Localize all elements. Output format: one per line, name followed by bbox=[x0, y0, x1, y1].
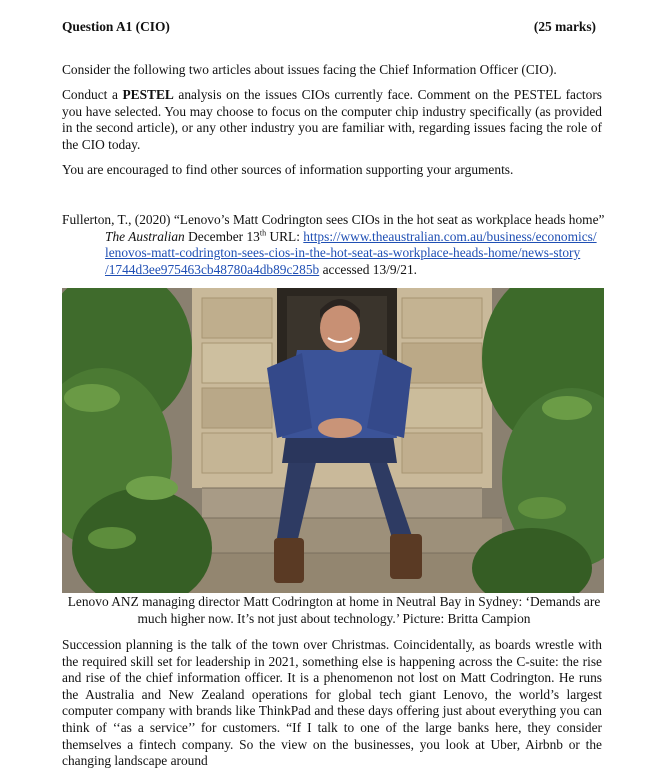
reference-url-link-1[interactable]: https://www.theaustralian.com.au/business/economics/ bbox=[303, 228, 597, 244]
reference-url-link-2[interactable]: lenovos-matt-codrington-sees-cios-in-the-hot-seat-as-workplace-heads-home/news-story bbox=[105, 245, 581, 261]
article-body: Succession planning is the talk of the town over Christmas. Coincidentally, as boards wrestle with the required skill set for leadership in 2021, something else is happening across the C-suite: the rise and rise of the chief information officer. It is a phenomenon not lost on Matt Codrington. He runs the Australia and New Zealand operations for global tech giant Lenovo, the world’s largest computer company with brands like ThinkPad and these days offering just about everything you can think of ‘‘as a service’’ for customers. “If I talk to one of the large banks here, they consider themselves a fintech company. So the view on the businesses, you look at Uber, Airbnb or the changing landscape around bbox=[62, 637, 602, 769]
reference-accessed: accessed 13/9/21. bbox=[319, 261, 418, 277]
photo-caption: Lenovo ANZ managing director Matt Codrington at home in Neutral Bay in Sydney: ‘Demands are much higher now. It’s not just about technology.’ Picture: Britta Campion bbox=[67, 594, 601, 626]
task-post: analysis on the issues CIOs currently face. Comment on the PESTEL factors you have selected. You may choose to focus on the computer chip industry specifically (as provided in the second article), or any other industry you are familiar with, regarding issues facing the role of the CIO today. bbox=[62, 87, 602, 152]
encourage-paragraph: You are encouraged to find other sources of information supporting your arguments. bbox=[62, 162, 514, 177]
reference-source bbox=[62, 229, 610, 246]
task-paragraph bbox=[62, 87, 602, 153]
article-reference bbox=[62, 212, 610, 278]
reference-url-link-3[interactable]: /1744d3ee975463cb48780a4db89c285b bbox=[105, 261, 320, 277]
reference-line1: Fullerton, T., (2020) “Lenovo’s Matt Codrington sees CIOs in the hot seat as workplace heads home” bbox=[62, 212, 605, 227]
task-pestel-bold: PESTEL bbox=[122, 87, 174, 102]
reference-date-suffix: th bbox=[259, 228, 267, 238]
article-photo bbox=[62, 288, 604, 593]
task-pre: Conduct a bbox=[62, 87, 123, 102]
marks-label: (25 marks) bbox=[533, 19, 596, 34]
question-title: Question A1 (CIO) bbox=[62, 19, 170, 34]
photo-illustration bbox=[62, 288, 604, 593]
reference-journal: The Australian bbox=[105, 228, 185, 244]
intro-paragraph: Consider the following two articles about issues facing the Chief Information Officer (CIO). bbox=[62, 62, 557, 77]
question-header bbox=[62, 19, 596, 36]
reference-date: December 13 bbox=[184, 228, 260, 244]
reference-url-label: URL: bbox=[266, 228, 304, 244]
